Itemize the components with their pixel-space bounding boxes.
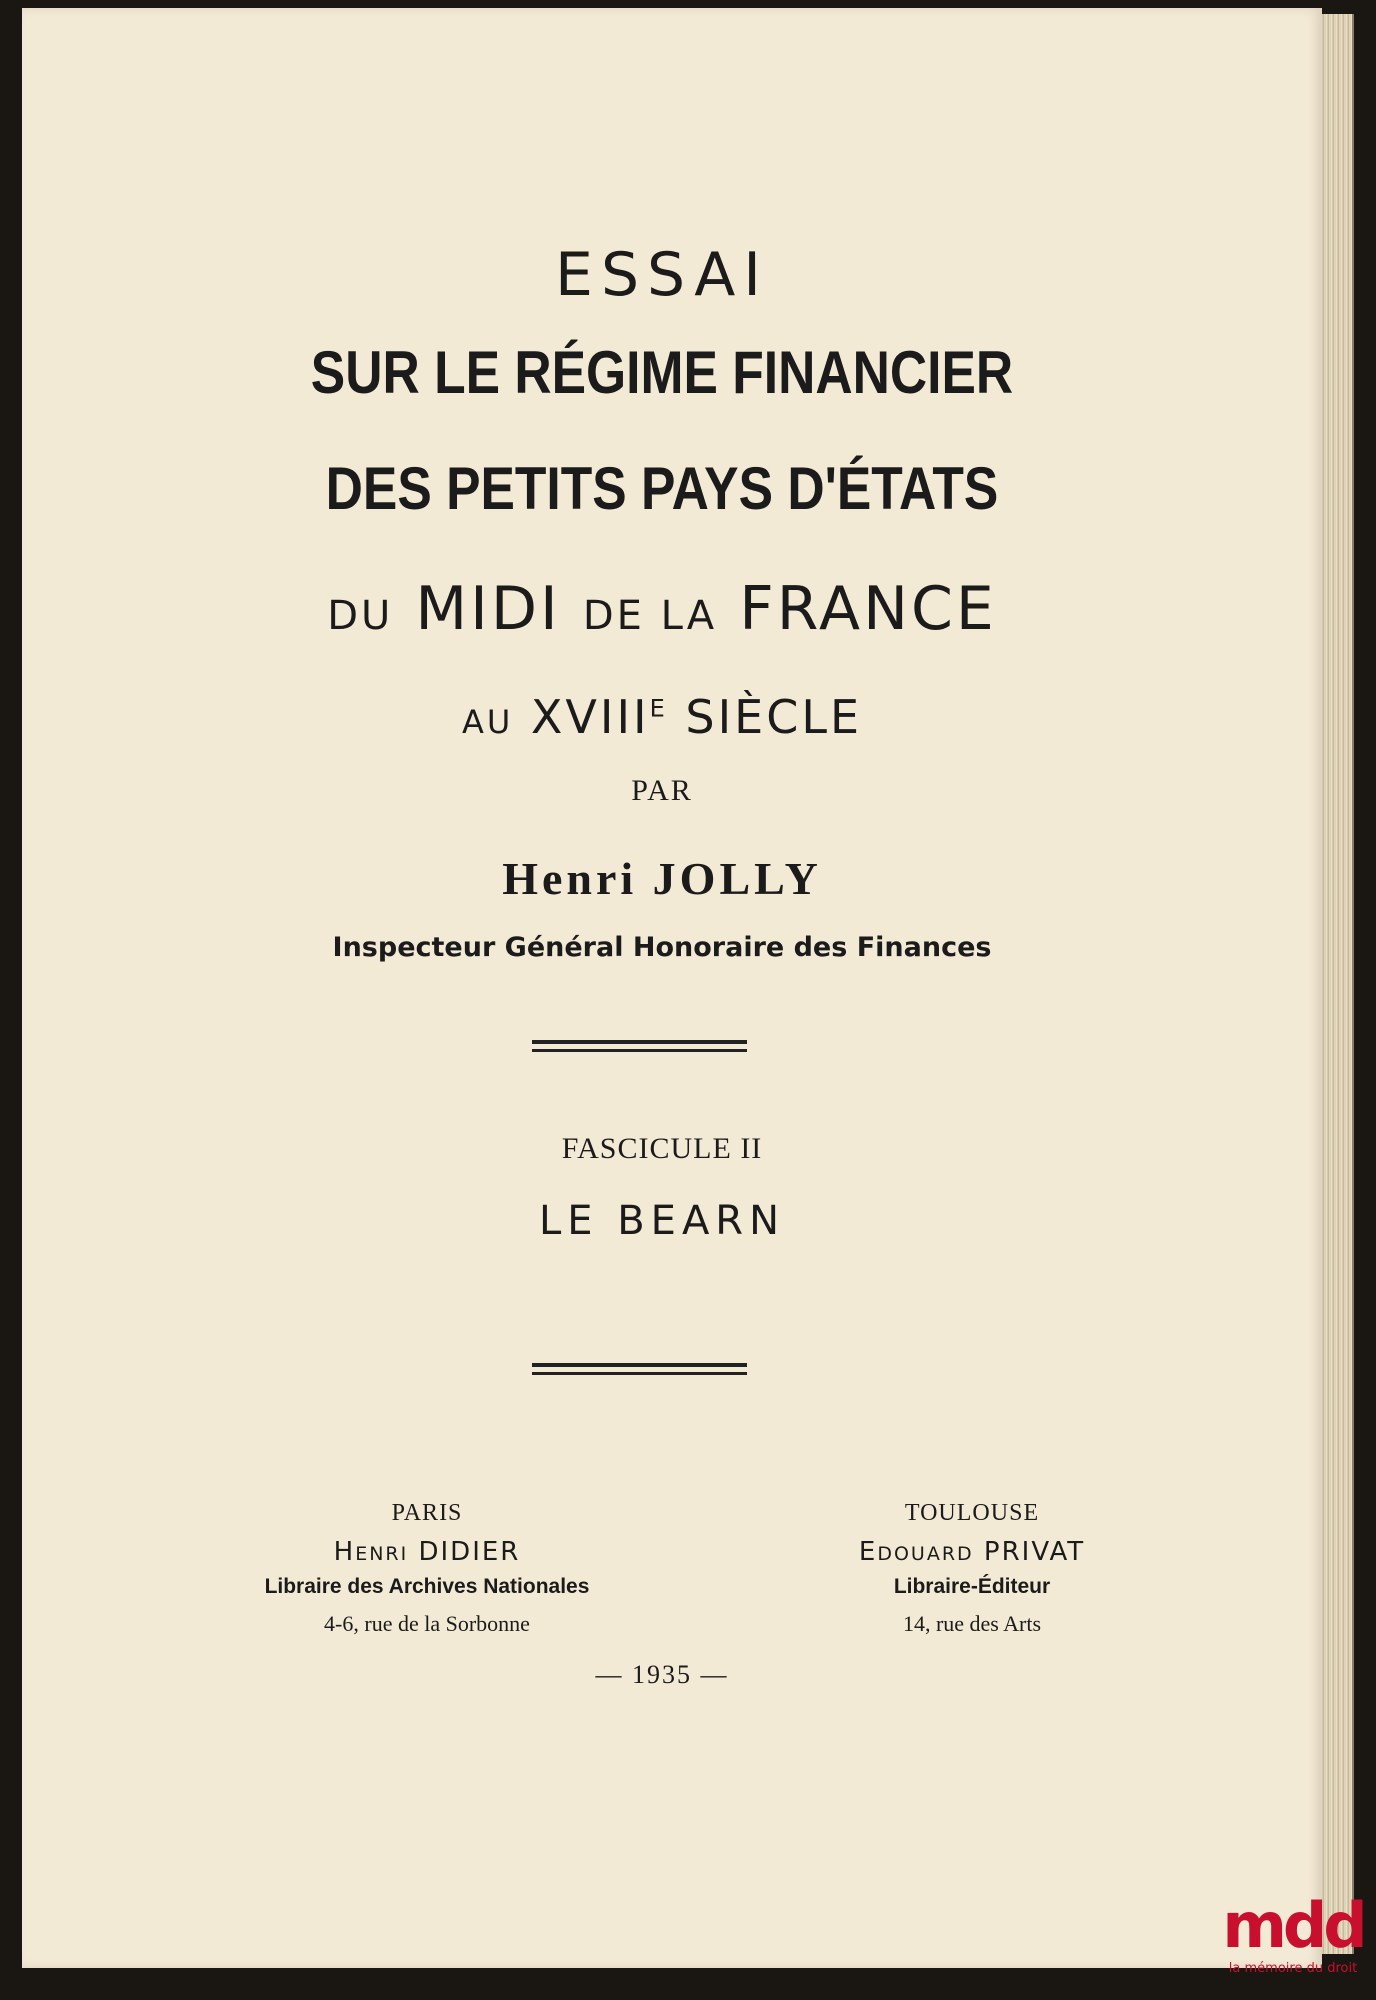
publisher-name (197, 1537, 657, 1567)
title-line-essai: ESSAI (555, 240, 769, 310)
publisher-name-last: PRIVAT (983, 1537, 1086, 1567)
title-line-2: SUR LE RÉGIME FINANCIER (310, 339, 1014, 406)
title-siecle: SIÈCLE (685, 690, 863, 744)
publisher-role: Libraire-Éditeur (893, 1575, 1051, 1598)
mdd-logo (1218, 1889, 1368, 1995)
publication-year: — 1935 — (595, 1660, 729, 1689)
publisher-toulouse (742, 1500, 1202, 1637)
publisher-address: 4-6, rue de la Sorbonne (324, 1611, 530, 1636)
title-line-3: DES PETITS PAYS D'ÉTATS (325, 455, 999, 522)
logo-mark: mdd (1222, 1889, 1364, 1962)
title-page (22, 8, 1322, 1968)
publisher-address: 14, rue des Arts (902, 1611, 1042, 1636)
title-au: AU (461, 703, 514, 741)
title-midi: MIDI (415, 574, 561, 644)
publisher-role: Libraire des Archives Nationales (264, 1575, 590, 1598)
title-line-5 (22, 690, 1302, 744)
fascicle-subject: LE BEARN (538, 1198, 786, 1244)
publisher-name-initial: H (333, 1537, 356, 1567)
byline-par: PAR (631, 774, 693, 807)
title-century-sup: E (649, 694, 668, 723)
publisher-name (742, 1537, 1202, 1567)
publisher-name-rest: ENRI (355, 1543, 409, 1565)
publisher-name-last: DIDIER (418, 1537, 521, 1567)
publisher-paris (197, 1500, 657, 1637)
title-century: XVIII (530, 690, 650, 744)
title-de-la: DE LA (582, 593, 718, 639)
title-line-4 (22, 574, 1302, 644)
title-france: FRANCE (739, 574, 997, 644)
title-du: DU (327, 593, 394, 639)
logo-tagline: la mémoire du droit (1228, 1961, 1358, 1976)
double-rule-bottom (532, 1363, 747, 1377)
publisher-city: PARIS (391, 1500, 463, 1526)
publisher-name-rest: DOUARD (877, 1543, 974, 1565)
publisher-city: TOULOUSE (904, 1500, 1040, 1526)
author-name: Henri JOLLY (502, 853, 822, 904)
double-rule-top (532, 1040, 747, 1054)
fascicle-label: FASCICULE II (561, 1132, 763, 1165)
publisher-name-initial: E (858, 1537, 878, 1567)
author-role: Inspecteur Général Honoraire des Finances (332, 932, 992, 963)
